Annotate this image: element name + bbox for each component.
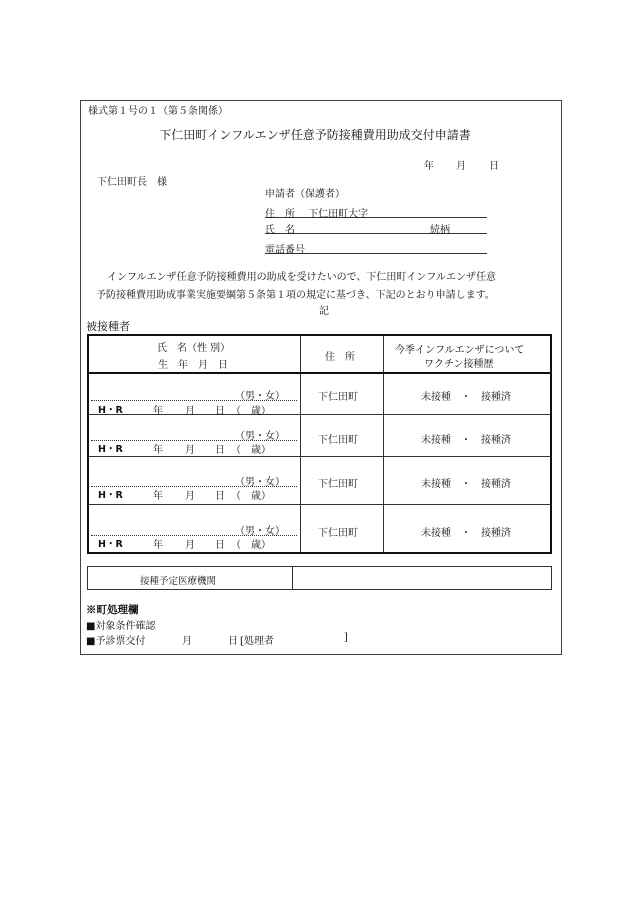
- office-item-2-processor: [処理者: [240, 636, 274, 647]
- recipient: 下仁田町長 様: [97, 177, 167, 188]
- clinic-divider: [292, 567, 293, 589]
- header-vaccine-1: 今季インフルエンザについて: [395, 345, 525, 356]
- year-label: 年: [153, 491, 163, 502]
- body-line-2: 予防接種費用助成事業実施要綱第５条第１項の規定に基づき、下記のとおり申請します。: [96, 290, 495, 301]
- phone-label: 電話番号: [265, 245, 305, 256]
- office-item-2-prefix: ■予診票交付: [86, 636, 146, 647]
- sex-options[interactable]: （男・女）: [235, 477, 285, 488]
- phone-field[interactable]: [265, 241, 487, 254]
- row-divider-2: [89, 456, 550, 457]
- clinic-label: 接種予定医療機関: [140, 576, 217, 587]
- date-day-label: 日: [489, 161, 499, 172]
- form-title: 下仁田町インフルエンザ任意予防接種費用助成交付申請書: [159, 128, 471, 142]
- header-vaccine-2: ワクチン接種歴: [424, 359, 494, 370]
- office-item-2-close: ]: [344, 632, 348, 643]
- office-title: ※町処理欄: [86, 604, 139, 616]
- day-label: 日: [215, 445, 225, 456]
- form-number: 様式第１号の１（第５条関係）: [88, 106, 228, 117]
- age-label: （ 歳）: [231, 406, 271, 417]
- clinic-row: [87, 566, 552, 590]
- header-divider: [89, 372, 550, 374]
- date-year-label: 年: [424, 161, 434, 172]
- month-label: 月: [185, 491, 195, 502]
- address-cell: 下仁田町: [318, 479, 358, 490]
- applicant-label: 申請者（保護者）: [265, 189, 345, 200]
- office-item-2-month: 月: [182, 636, 192, 647]
- month-label: 月: [185, 406, 195, 417]
- month-label: 月: [185, 540, 195, 551]
- relation-label: 続柄: [430, 225, 450, 236]
- address-cell: 下仁田町: [318, 392, 358, 403]
- sex-options[interactable]: （男・女）: [235, 391, 285, 402]
- history-options[interactable]: 未接種 ・ 接種済: [421, 479, 511, 490]
- col-divider-1: [300, 336, 301, 552]
- address-field[interactable]: [265, 205, 487, 218]
- recipient-table: [87, 334, 552, 554]
- address-cell: 下仁田町: [318, 528, 358, 539]
- year-label: 年: [153, 445, 163, 456]
- address-value: 下仁田町大字: [308, 209, 369, 220]
- era-options[interactable]: H・R: [98, 444, 123, 455]
- header-name-sex: 氏 名（性 別）: [157, 343, 231, 354]
- day-label: 日: [215, 491, 225, 502]
- address-cell: 下仁田町: [318, 435, 358, 446]
- history-options[interactable]: 未接種 ・ 接種済: [421, 435, 511, 446]
- history-options[interactable]: 未接種 ・ 接種済: [421, 392, 511, 403]
- body-line-1: インフルエンザ任意予防接種費用の助成を受けたいので、下仁田町インフルエンザ任意: [107, 272, 496, 283]
- age-label: （ 歳）: [231, 491, 271, 502]
- age-label: （ 歳）: [231, 540, 271, 551]
- date-month-label: 月: [456, 161, 466, 172]
- clinic-input[interactable]: [300, 573, 545, 585]
- name-field[interactable]: [265, 221, 487, 234]
- name-label: 氏 名: [265, 225, 295, 236]
- ki-mark: 記: [319, 306, 329, 317]
- history-options[interactable]: 未接種 ・ 接種済: [421, 528, 511, 539]
- section-label: 被接種者: [86, 320, 130, 333]
- sex-options[interactable]: （男・女）: [235, 431, 285, 442]
- office-item-2-day: 日: [228, 636, 238, 647]
- age-label: （ 歳）: [231, 445, 271, 456]
- header-birth: 生 年 月 日: [158, 360, 228, 371]
- address-label: 住 所: [265, 209, 295, 220]
- day-label: 日: [215, 406, 225, 417]
- col-divider-2: [383, 336, 384, 552]
- year-label: 年: [153, 540, 163, 551]
- header-address: 住 所: [325, 352, 355, 363]
- era-options[interactable]: H・R: [98, 405, 123, 416]
- month-label: 月: [185, 445, 195, 456]
- sex-options[interactable]: （男・女）: [235, 526, 285, 537]
- office-item-1: ■対象条件確認: [86, 621, 156, 632]
- dotted-line: [91, 400, 297, 401]
- row-divider-3: [89, 504, 550, 505]
- year-label: 年: [153, 406, 163, 417]
- era-options[interactable]: H・R: [98, 539, 123, 550]
- era-options[interactable]: H・R: [98, 490, 123, 501]
- day-label: 日: [215, 540, 225, 551]
